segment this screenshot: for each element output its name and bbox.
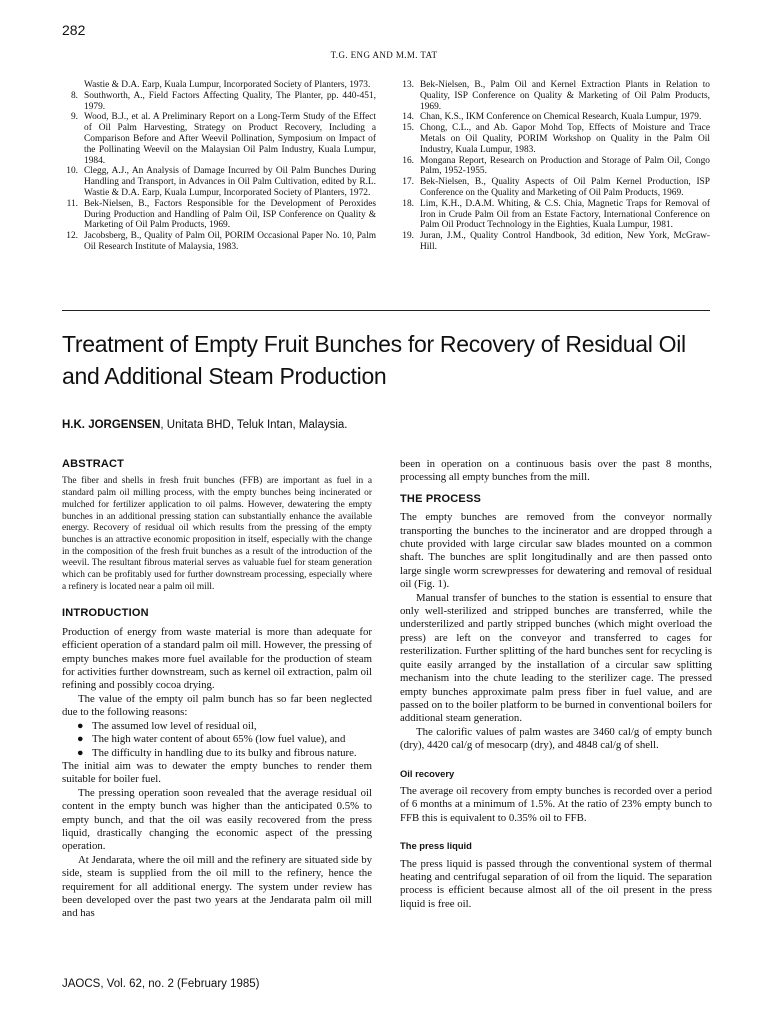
- reference-text: Mongana Report, Research on Production and Storage of Palm Oil, Congo Palm, 1952-1955.: [420, 155, 710, 177]
- bullet-dot: ●: [77, 719, 84, 732]
- press-liquid-heading: The press liquid: [400, 840, 472, 852]
- right-text-column: [400, 458, 712, 911]
- author-affiliation: , Unitata BHD, Teluk Intan, Malaysia.: [160, 419, 348, 431]
- left-text-column: [62, 458, 372, 921]
- running-head: T.G. ENG AND M.M. TAT: [330, 50, 438, 60]
- author-line: [62, 419, 348, 431]
- reference-number: 18.: [402, 198, 414, 209]
- author-name: H.K. JORGENSEN: [62, 419, 161, 431]
- continued-paragraph: been in operation on a continuous basis over the past 8 months, processing all empty bunches from the mill.: [400, 458, 712, 484]
- reference-text: Lim, K.H., D.A.M. Whiting, & C.S. Chia, Magnetic Traps for Removal of Iron in Crude Palm Oil from an Estate Factory, International Conference on Palm Oil Product Technology in the Eighties, Kuala Lumpur, 1981.: [420, 198, 710, 231]
- reference-text: Bek-Nielsen, B., Palm Oil and Kernel Extraction Plants in Relation to Quality, ISP Conference on Quality & Marketing of Oil Palm Products, 1969.: [420, 80, 710, 112]
- introduction-paragraph: The pressing operation soon revealed that the average residual oil content in the empty bunch was higher than the anticipated 0.5% to empty bunch, and that the oil was easily recovered from the press liquid, drastically changing the economic aspect of the pressing operation.: [62, 786, 372, 853]
- introduction-heading: INTRODUCTION: [62, 607, 149, 620]
- reference-item: [62, 91, 376, 113]
- process-heading: THE PROCESS: [400, 492, 482, 505]
- reference-number: 16.: [402, 155, 414, 166]
- introduction-paragraph: Production of energy from waste material is more than adequate for efficient operation of a standard palm oil mill. However, the pressing of empty bunches makes more fuel available for the production of steam for activities further downstream, such as kernel oil extraction, palm oil refining and possibly cocoa drying.: [62, 625, 372, 692]
- reference-number: 11.: [66, 198, 78, 209]
- references-left-column: [62, 80, 376, 253]
- reference-text: Chong, C.L., and Ab. Gapor Mohd Top, Effects of Moisture and Trace Metals on Oil Quality, PORIM Workshop on Quality in the Palm Oil Industry, Kuala Lumpur, 1983.: [420, 123, 710, 155]
- reference-item: [398, 199, 710, 231]
- reference-item: [398, 231, 710, 253]
- reference-item: [62, 166, 376, 198]
- reference-item: [62, 112, 376, 166]
- reference-item: [62, 80, 376, 91]
- reference-item: [62, 231, 376, 253]
- reference-text: Juran, J.M., Quality Control Handbook, 3d edition, New York, McGraw-Hill.: [420, 231, 710, 252]
- reference-number: 14.: [402, 112, 414, 123]
- reference-text: Chan, K.S., IKM Conference on Chemical Research, Kuala Lumpur, 1979.: [420, 112, 702, 123]
- introduction-paragraph: At Jendarata, where the oil mill and the refinery are situated side by side, steam is supplied from the oil mill to the refinery, hence the requirement for all additional energy. The system under review has been developed over the past two years at the Jendarata palm oil mill and has: [62, 853, 372, 920]
- reference-text: Wastie & D.A. Earp, Kuala Lumpur, Incorporated Society of Planters, 1973.: [84, 80, 371, 90]
- reference-text: Bek-Nielsen, B., Factors Responsible for the Development of Peroxides During Production and Handling of Palm Oil, ISP Conference on Quality & Marketing of Oil Palm Products, 1969.: [84, 198, 376, 231]
- bullet-dot: ●: [77, 746, 84, 759]
- reference-item: [398, 123, 710, 155]
- page-number: 282: [62, 22, 86, 38]
- process-paragraph: The calorific values of palm wastes are 3460 cal/g of empty bunch (dry), 4420 cal/g of mesocarp (dry), and 4848 cal/g of shell.: [400, 725, 712, 752]
- reference-item: [62, 199, 376, 231]
- section-divider: [62, 310, 710, 311]
- journal-footer: JAOCS, Vol. 62, no. 2 (February 1985): [62, 978, 260, 990]
- reference-number: 10.: [66, 166, 78, 177]
- reference-text: Wood, B.J., et al. A Preliminary Report on a Long-Term Study of the Effect of Oil Palm Harvesting, Strategy on Product Recovery, Including a Comparison Before and After Weevil Pollination, Symposium on Impact of the Pollinating Weevil on the Malaysian Oil Palm Industry, Kuala Lumpur, 1984.: [84, 112, 376, 166]
- bullet-item: [62, 733, 372, 746]
- reference-number: 17.: [402, 177, 414, 188]
- reference-item: [398, 156, 710, 178]
- reference-text: Southworth, A., Field Factors Affecting Quality, The Planter, pp. 440-451, 1979.: [84, 90, 376, 112]
- reference-text: Clegg, A.J., An Analysis of Damage Incurred by Oil Palm Bunches During Handling and Transport, in Advances in Oil Palm Cultivation, edited by R.L. Wastie & D.A. Earp, Kuala Lumpur, Incorporated Society of Planters, 1972.: [84, 166, 376, 198]
- references-right-column: [398, 80, 710, 253]
- introduction-paragraph: The value of the empty oil palm bunch has so far been neglected due to the following reasons:: [62, 692, 372, 719]
- bullet-text: The difficulty in handling due to its bulky and fibrous nature.: [92, 746, 357, 759]
- press-liquid-paragraph: The press liquid is passed through the conventional system of thermal heating and centrifugal separation of oil from the liquid. The separation process is efficient because almost all of the oil present in the press liquid is free oil.: [400, 857, 712, 910]
- reference-text: Bek-Nielsen, B., Quality Aspects of Oil Palm Kernel Production, ISP Conference on the Quality and Marketing of Oil Palm Products, 1969.: [420, 177, 710, 198]
- bullet-dot: ●: [77, 733, 84, 746]
- reference-item: [398, 112, 710, 123]
- bullet-item: [62, 720, 372, 733]
- bullet-text: The high water content of about 65% (low fuel value), and: [92, 733, 346, 746]
- oil-recovery-heading: Oil recovery: [400, 767, 455, 779]
- abstract-heading: ABSTRACT: [62, 458, 125, 470]
- reference-number: 8.: [70, 90, 78, 101]
- reference-item: [398, 177, 710, 199]
- bullet-text: The assumed low level of residual oil,: [92, 719, 257, 732]
- reference-number: 13.: [402, 80, 414, 90]
- abstract-text: The fiber and shells in fresh fruit bunches (FFB) are important as fuel in a standard palm oil milling process, with the empty bunches being incinerated or mulched for fertilizer application to oil palms. However, dewatering the empty bunches in an additional pressing station can substantially enhance the available energy. Recovery of residual oil which results from the pressing of the empty bunches is an attractive economic proposition in itself, especially with the change in the composition of the fresh fruit bunches as a result of the introduction of the weevil. The resultant fibrous material serves as valuable fuel for steam generation which can be profitably used for further downstream processing, especially where a refinery is located near a palm oil mill.: [62, 476, 372, 592]
- bullet-item: [62, 747, 372, 760]
- oil-recovery-paragraph: The average oil recovery from empty bunches is recorded over a period of 6 months at a minimum of 1.5%. At the ratio of 23% empty bunch to FFB this is equivalent to 0.35% oil to FFB.: [400, 784, 712, 824]
- reference-number: 15.: [402, 123, 414, 134]
- reference-number: 19.: [402, 231, 414, 242]
- reference-number: 9.: [70, 112, 78, 123]
- introduction-paragraph: The initial aim was to dewater the empty bunches to render them suitable for boiler fuel.: [62, 759, 372, 786]
- process-paragraph: Manual transfer of bunches to the station is essential to ensure that only well-sterilized and stripped bunches are transferred, while the understerilized and partly stripped bunches (which might overload the press) are left on the conveyor and transferred to cages for resterilization. Further splitting of the hard bunches sent for recycling is quite easily arranged by the installation of a circular saw splitting mechanism into the chute leading to the sterilizer cage. The pressed empty bunches approximate palm press fiber in fuel value, and are passed on to the boiler platform to be burned in conventional boilers for additional steam generation.: [400, 591, 712, 725]
- reference-item: [398, 80, 710, 112]
- article-title: Treatment of Empty Fruit Bunches for Recovery of Residual Oil and Additional Steam Production: [62, 331, 686, 389]
- reference-text: Jacobsberg, B., Quality of Palm Oil, PORIM Occasional Paper No. 10, Palm Oil Research Institute of Malaysia, 1983.: [84, 231, 376, 252]
- reference-number: 12.: [66, 231, 78, 242]
- bullet-list: [62, 720, 372, 760]
- process-paragraph: The empty bunches are removed from the conveyor normally transporting the bunches to the incinerator and are dropped through a chute provided with large circular saw blades mounted on a common shaft. The bunches are split longitudinally and are then passed onto large single worm screwpresses for dewatering and removal of residual oil (Fig. 1).: [400, 511, 712, 591]
